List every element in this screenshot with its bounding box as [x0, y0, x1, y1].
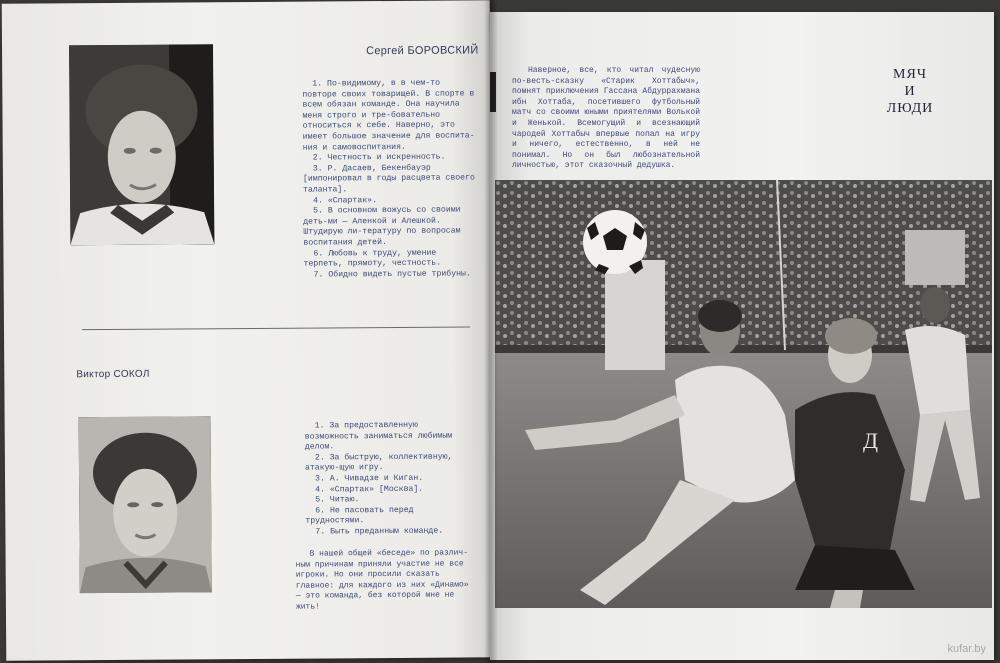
player1-name: Сергей БОРОВСКИЙ: [366, 44, 479, 58]
editorial-note: В нашей общей «беседе» по различ-ным причинам приняли участие не все игроки. Но они просили сказать главное: для каждого из них «Динамо» — это команда, без которой мне не жить!: [295, 548, 469, 612]
football-match-photo: [495, 180, 992, 608]
section-title-line: И: [904, 84, 916, 99]
answer-item: 5. В основном вожусь со своими деть-ми — Аленкой и Алешкой. Штудирую ли-тературу по вопросам воспитания детей.: [303, 205, 461, 248]
answer-item: 3. А. Чивадзе и Киган.: [315, 473, 424, 484]
watermark-text: kufar.by: [947, 643, 986, 655]
section-title-line: МЯЧ: [893, 67, 927, 82]
svg-text:Д: Д: [863, 428, 879, 453]
article-intro: Наверное, все, кто читал чудесную по-весть-сказку «Старик Хоттабыч», помнят приключения Гассана Абдуррахмана ибн Хоттаба, посетившего футбольный матч со своими юными приятелями Волькой и Женькой. Всемогущий и всезнающий чародей Хоттабыч впервые попал на игру и ничего, естественно, в ней не понимал. Но он был любознательной личностью, этот сказочный дедушка.: [512, 66, 700, 171]
answer-item: 1. За предоставленную возможность заниматься любимым делом.: [304, 420, 453, 452]
player2-name: Виктор СОКОЛ: [76, 368, 150, 381]
answer-item: 5. Читаю.: [315, 495, 360, 505]
section-title: [880, 66, 940, 117]
answer-item: 2. Честность и искренность.: [312, 152, 446, 163]
answer-item: 7. Быть преданным команде.: [315, 526, 444, 537]
answer-item: 6. Не пасовать перед трудностями.: [305, 505, 414, 526]
divider-line: [82, 326, 470, 330]
portrait-photo-player1: [69, 44, 214, 245]
spine-shadow: [484, 0, 498, 663]
portrait-photo-player2: [79, 416, 212, 593]
answer-item: 6. Любовь к труду, умение терпеть, прямоту, честность.: [303, 248, 442, 269]
player2-answers: [305, 420, 478, 538]
section-title-line: ЛЮДИ: [886, 101, 934, 116]
player1-answers: [302, 78, 475, 280]
left-page: [2, 0, 495, 660]
answer-item: 7. Обидно видеть пустые трибуны.: [313, 269, 471, 280]
answer-item: 4. «Спартак».: [313, 195, 377, 206]
answer-item: 3. Р. Дасаев, Бекенбауэр [импонировал в годы расцвета своего таланта].: [302, 163, 475, 195]
answer-item: 4. «Спартак» [Москва].: [315, 484, 424, 495]
answer-item: 1. По-видимому, в в чем-то повторе своих товарищей. В спорте в всем обязан команде. Она научила меня строго и тре-бовательно относиться к себе. Наверно, это имеет большое значение для воспита-ния и самовоспитания.: [302, 78, 475, 153]
answer-item: 2. За быструю, коллективную, атакую-щую игру.: [304, 452, 453, 473]
